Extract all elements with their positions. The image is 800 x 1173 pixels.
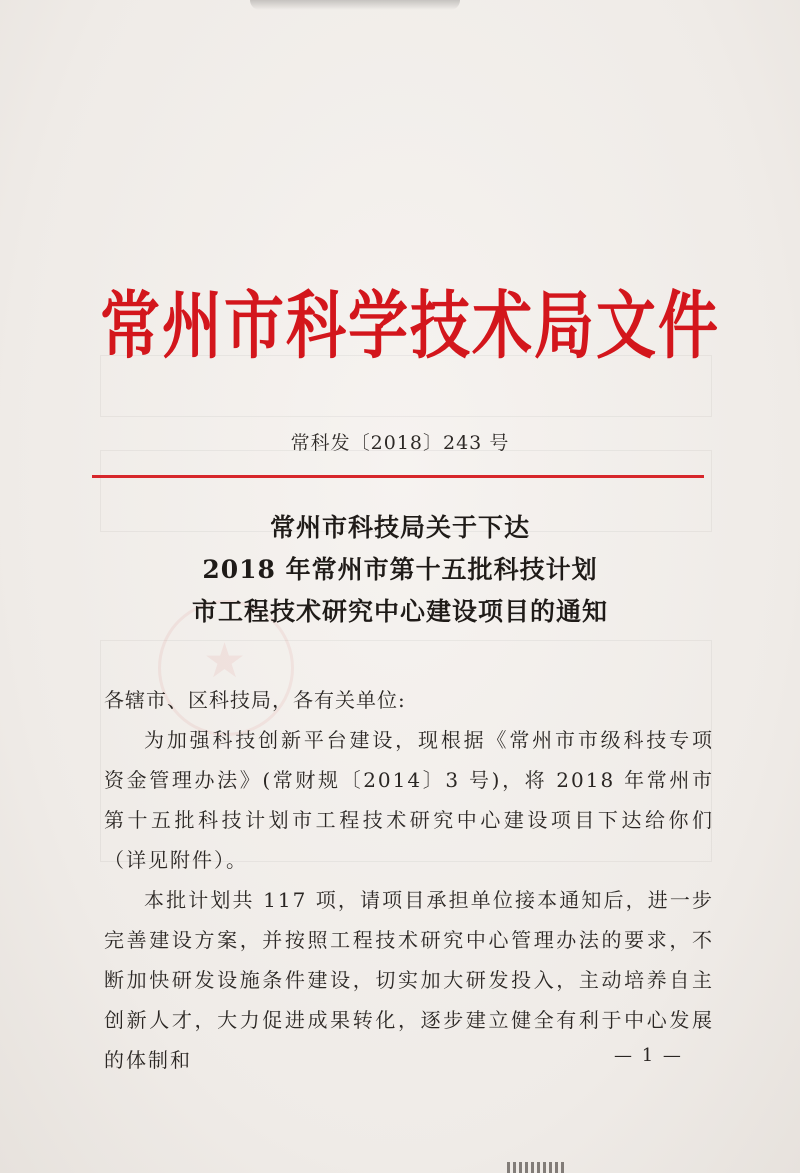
document-body: [104, 680, 714, 1080]
document-masthead: 常州市科学技术局文件: [100, 283, 720, 370]
document-title: [0, 507, 800, 633]
body-paragraph-1: 为加强科技创新平台建设，现根据《常州市市级科技专项资金管理办法》(常财规〔2014〕3 号)，将 2018 年常州市第十五批科技计划市工程技术研究中心建设项目下达给你们（详见附件）。: [104, 728, 714, 872]
title-line-3: 市工程技术研究中心建设项目的通知: [191, 597, 608, 626]
bottom-edge-mark: [507, 1162, 567, 1173]
document-number: 常科发〔2018〕243 号: [290, 432, 510, 454]
salutation: 各辖市、区科技局，各有关单位:: [104, 688, 406, 712]
title-line-1: 常州市科技局关于下达: [269, 513, 530, 542]
title-line-2: 2018 年常州市第十五批科技计划: [202, 555, 598, 584]
page-number: — 1 —: [614, 1045, 683, 1066]
paper-shadow: [250, 0, 460, 10]
body-paragraph-2: 本批计划共 117 项，请项目承担单位接本通知后，进一步完善建设方案，并按照工程技术研究中心管理办法的要求，不断加快研发设施条件建设，切实加大研发投入，主动培养自主创新人才，大力促进成果转化，逐步建立健全有利于中心发展的体制和: [104, 888, 714, 1072]
red-divider-line: [92, 475, 704, 478]
